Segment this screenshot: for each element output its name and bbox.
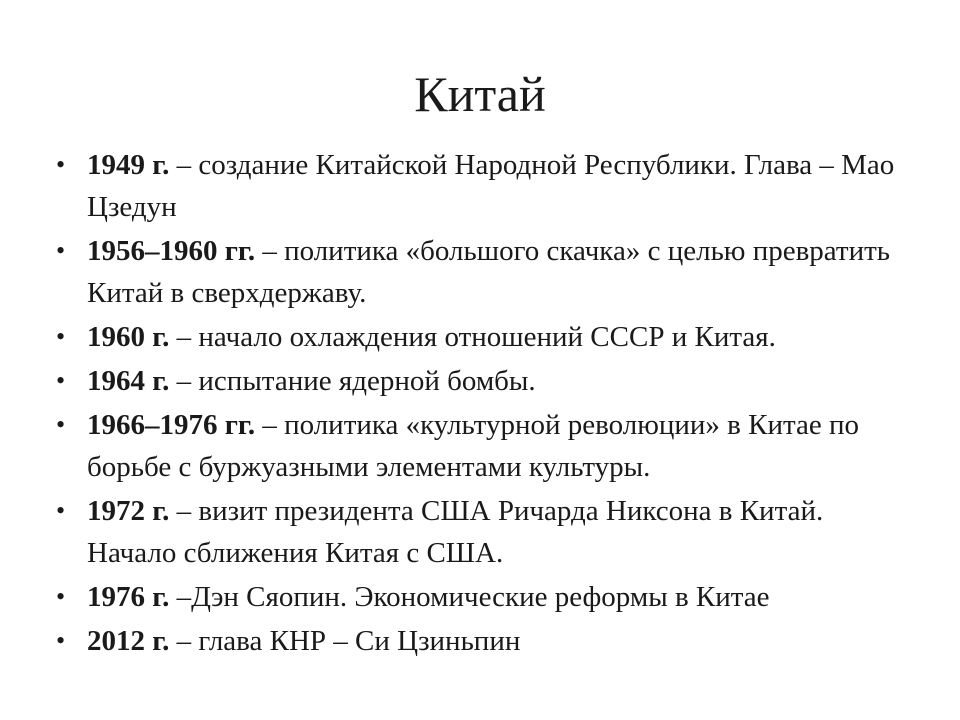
bullet-date: 1960 г.	[87, 321, 170, 353]
list-item	[56, 576, 916, 618]
bullet-date: 1949 г.	[87, 149, 170, 181]
bullet-icon: •	[56, 322, 66, 351]
bullet-icon: •	[56, 582, 66, 611]
bullet-icon: •	[56, 366, 66, 395]
slide-title: Китай	[414, 66, 546, 122]
bullet-text: – политика «большого скачка» с целью превратить Китай в сверхдержаву.	[87, 235, 891, 309]
bullet-icon: •	[56, 626, 66, 655]
list-item	[56, 490, 916, 574]
bullet-text: – политика «культурной революции» в Китае по борьбе с буржуазными элементами культуры.	[87, 409, 860, 483]
bullet-text: – создание Китайской Народной Республики. Глава – Мао Цзедун	[87, 149, 895, 223]
bullet-date: 1972 г.	[87, 495, 170, 527]
list-item	[56, 316, 916, 358]
bullet-text: –Дэн Сяопин. Экономические реформы в Китае	[169, 581, 770, 613]
bullet-date: 1976 г.	[87, 581, 170, 613]
list-item	[56, 230, 916, 314]
bullet-list	[56, 144, 916, 664]
list-item	[56, 404, 916, 488]
bullet-icon: •	[56, 150, 66, 179]
bullet-date: 1964 г.	[87, 365, 170, 397]
bullet-text: – начало охлаждения отношений СССР и Китая.	[169, 321, 776, 353]
bullet-text: – испытание ядерной бомбы.	[169, 365, 536, 397]
bullet-icon: •	[56, 496, 66, 525]
bullet-icon: •	[56, 236, 66, 265]
bullet-icon: •	[56, 410, 66, 439]
bullet-date: 2012 г.	[87, 625, 170, 657]
bullet-date: 1966–1976 гг.	[87, 409, 256, 441]
list-item	[56, 144, 916, 228]
bullet-text: – визит президента США Ричарда Никсона в Китай. Начало сближения Китая с США.	[87, 495, 824, 569]
bullet-date: 1956–1960 гг.	[87, 235, 256, 267]
list-item	[56, 620, 916, 662]
list-item	[56, 360, 916, 402]
bullet-text: – глава КНР – Си Цзиньпин	[169, 625, 521, 657]
